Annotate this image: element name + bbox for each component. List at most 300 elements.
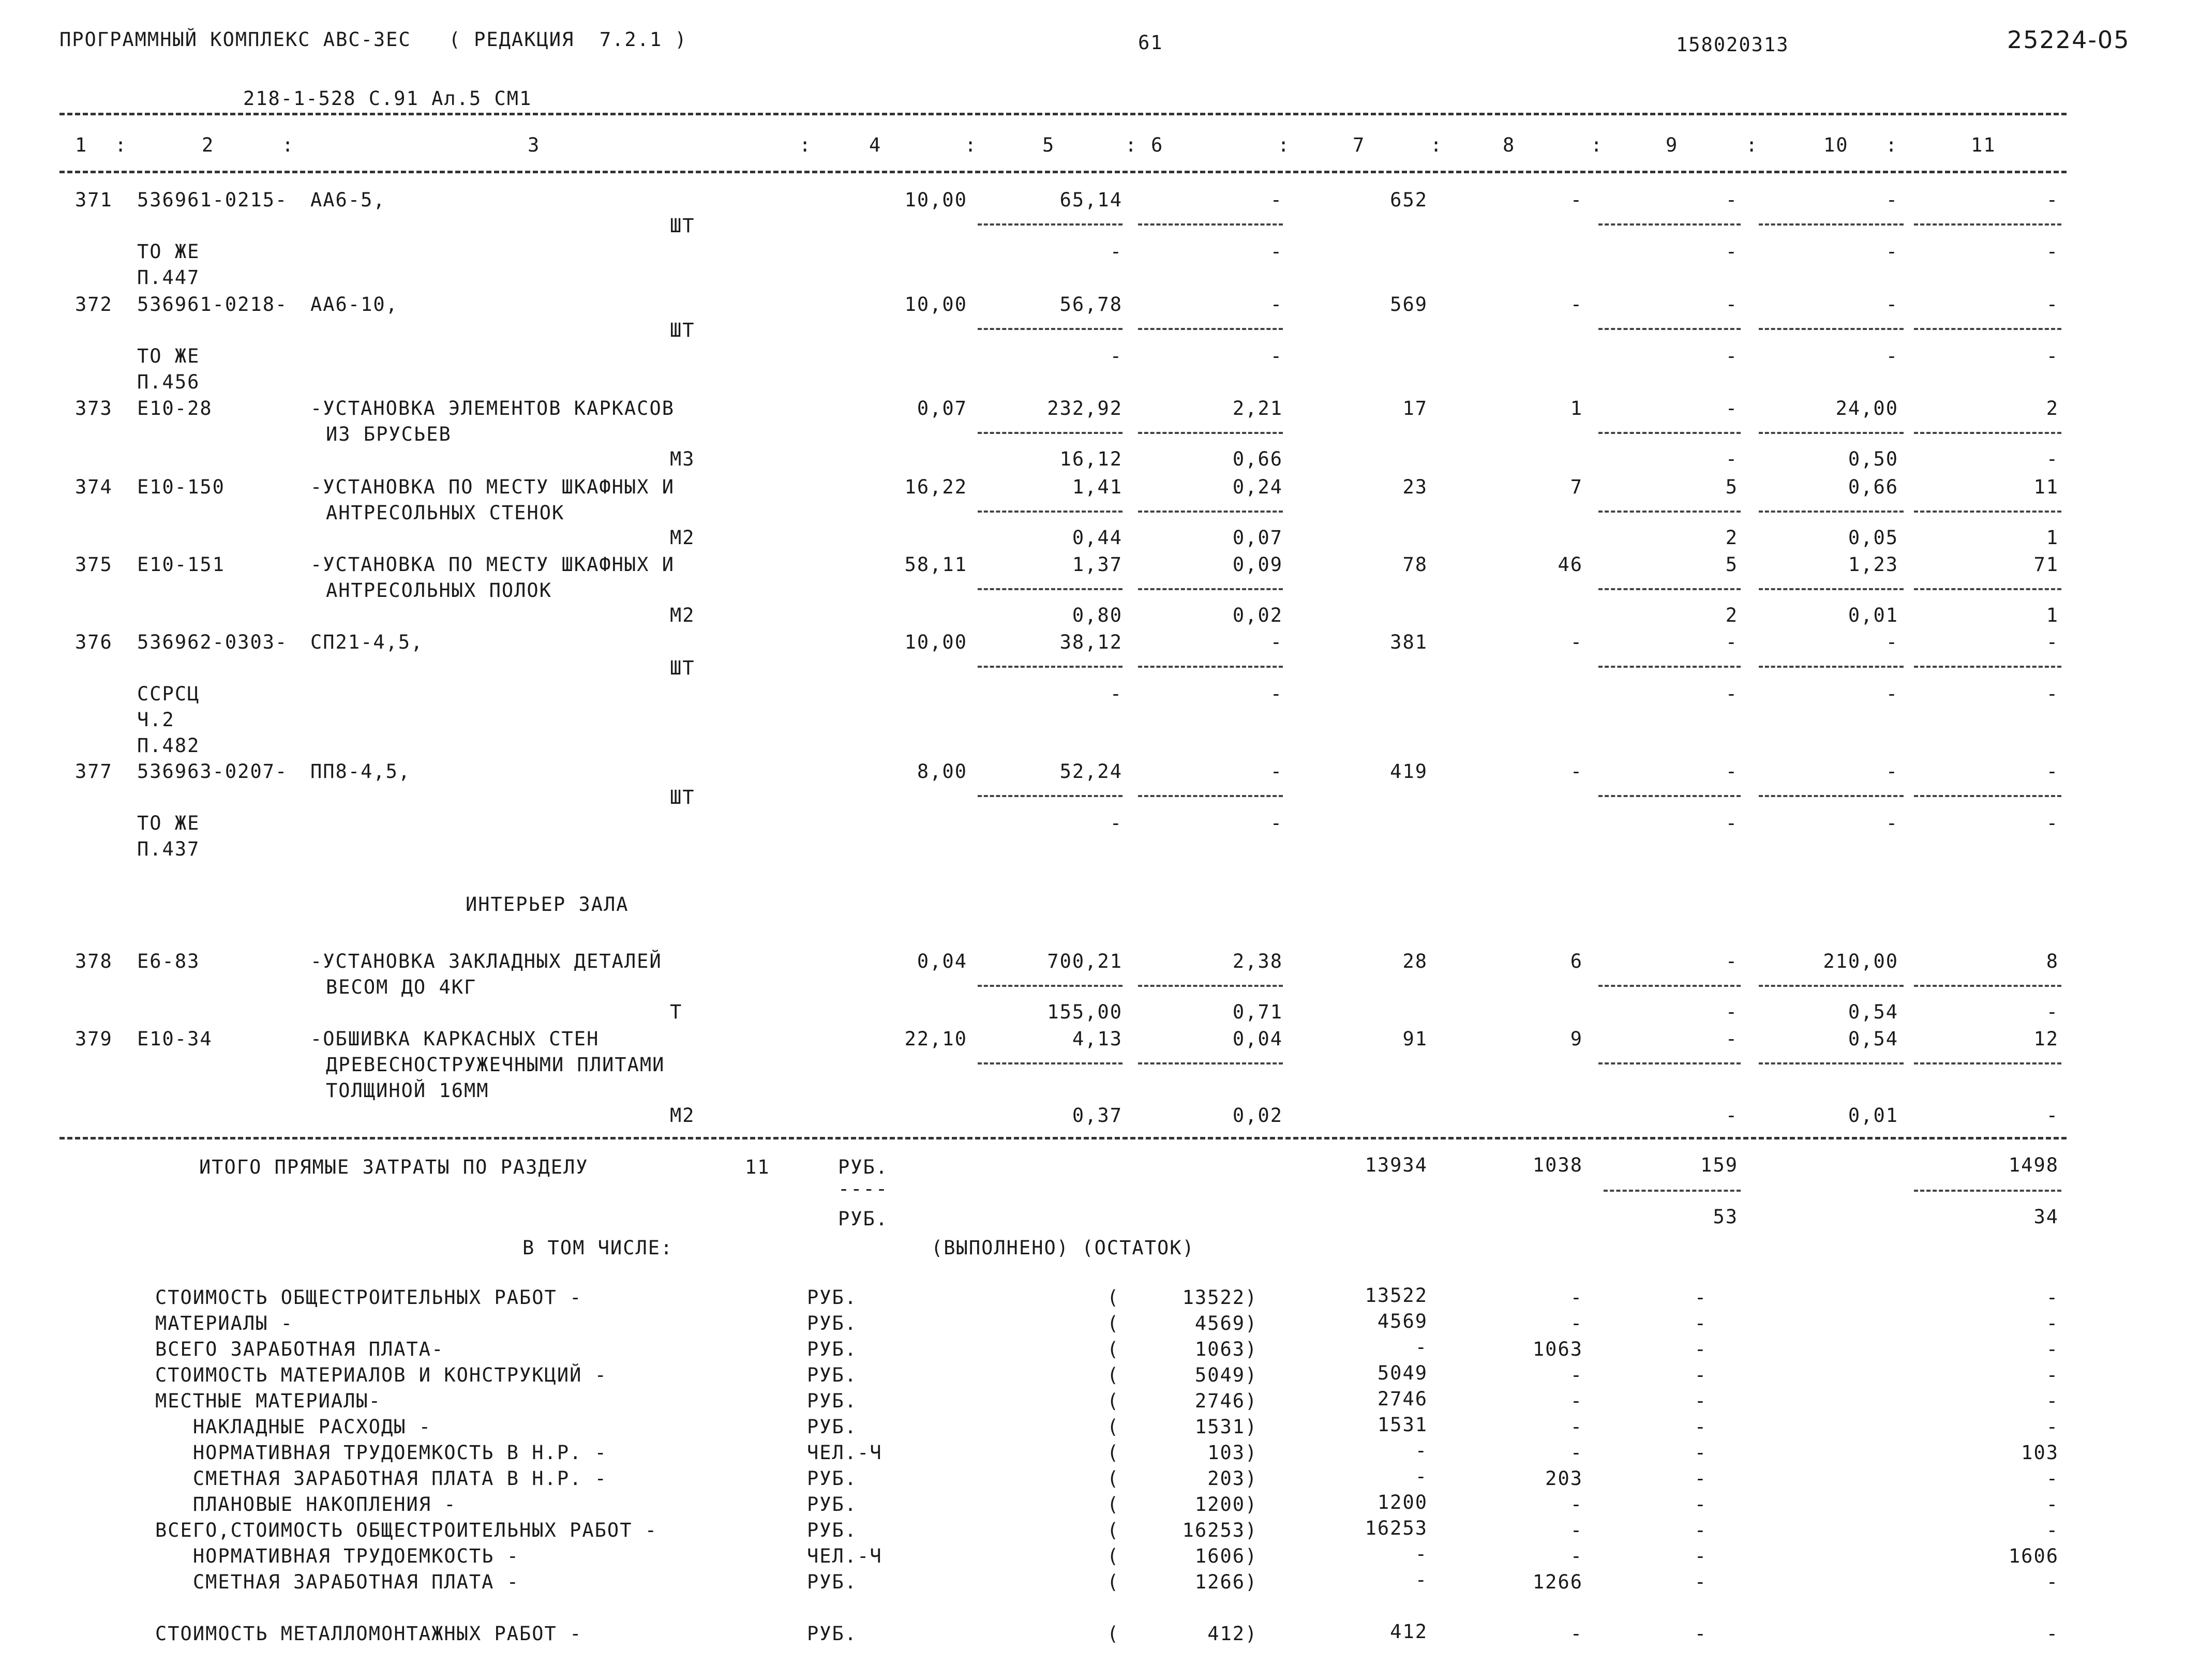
row-c5: 1,41	[1072, 476, 1123, 498]
row-c9-rule	[1598, 588, 1741, 590]
row-c6-rule	[1138, 795, 1283, 797]
totals-col11-rule	[1914, 1190, 2061, 1192]
program-title: ПРОГРАММНЫЙ КОМПЛЕКС АВС-3ЕС ( РЕДАКЦИЯ 7.2.1 )	[59, 28, 687, 51]
row-code: Е10-150	[137, 476, 225, 498]
row-c5-rule	[978, 588, 1123, 590]
row-c6-rule	[1138, 1062, 1283, 1064]
row-c10-rule	[1759, 328, 1904, 330]
column-header-15: :	[1591, 134, 1604, 156]
row-code: 536961-0218-	[137, 293, 288, 316]
row-b6: 0,66	[1232, 448, 1283, 470]
column-header-12: 7	[1353, 134, 1366, 156]
row-c6: 2,21	[1232, 397, 1283, 419]
row-c9: -	[1725, 950, 1738, 972]
summary-col7: -	[1415, 1439, 1428, 1462]
row-b9: -	[1725, 812, 1738, 834]
summary-col9: -	[1694, 1467, 1707, 1490]
row-c10-rule	[1759, 223, 1904, 226]
row-c11: -	[2046, 189, 2059, 211]
row-description: -УСТАНОВКА ПО МЕСТУ ШКАФНЫХ И	[310, 476, 675, 498]
row-b10: -	[1885, 812, 1898, 834]
row-c11: 12	[2033, 1028, 2059, 1050]
row-c8: 9	[1570, 1028, 1583, 1050]
totals-col9-rule	[1604, 1190, 1741, 1192]
including-header: (ВЫПОЛНЕНО) (ОСТАТОК)	[931, 1237, 1195, 1259]
row-c11-rule	[1914, 985, 2061, 987]
row-c6-rule	[1138, 588, 1283, 590]
totals-col9-remainder: 53	[1713, 1206, 1738, 1228]
row-c6: -	[1270, 293, 1283, 316]
summary-col9: -	[1694, 1623, 1707, 1645]
summary-label: СТОИМОСТЬ МАТЕРИАЛОВ И КОНСТРУКЦИЙ -	[155, 1364, 607, 1386]
header-rule	[59, 171, 2067, 173]
row-b5: 16,12	[1059, 448, 1123, 470]
row-c5-rule	[978, 511, 1123, 513]
row-b6: -	[1270, 683, 1283, 705]
summary-col7: -	[1415, 1465, 1428, 1488]
row-b5: 0,37	[1072, 1104, 1123, 1127]
row-c10: 0,54	[1848, 1028, 1898, 1050]
summary-label: НОРМАТИВНАЯ ТРУДОЕМКОСТЬ В Н.Р. -	[155, 1442, 607, 1464]
row-number: 379	[75, 1028, 113, 1050]
row-c11: 2	[2046, 397, 2059, 419]
row-c10-rule	[1759, 985, 1904, 987]
row-b11: 1	[2046, 604, 2059, 626]
row-c6-rule	[1138, 432, 1283, 434]
row-c11: 8	[2046, 950, 2059, 972]
row-number: 377	[75, 760, 113, 783]
row-number: 373	[75, 397, 113, 419]
row-c6: 0,24	[1232, 476, 1283, 498]
row-b5: 155,00	[1047, 1001, 1123, 1023]
row-qty: 0,04	[917, 950, 967, 972]
row-c9-rule	[1598, 432, 1741, 434]
row-description: -ОБШИВКА КАРКАСНЫХ СТЕН	[310, 1028, 600, 1050]
row-c8: 46	[1558, 553, 1583, 576]
summary-col8: -	[1570, 1493, 1583, 1516]
row-b10: -	[1885, 241, 1898, 263]
row-c8: 1	[1570, 397, 1583, 419]
top-rule	[59, 113, 2067, 115]
row-note: П.437	[137, 838, 200, 860]
summary-performed: ( 13522)	[1107, 1286, 1258, 1309]
summary-performed: ( 1531)	[1107, 1416, 1258, 1438]
row-description: ДРЕВЕСНОСТРУЖЕЧНЫМИ ПЛИТАМИ	[326, 1054, 665, 1076]
column-header-4: 3	[528, 134, 541, 156]
row-note: П.456	[137, 371, 200, 393]
summary-label: НОРМАТИВНАЯ ТРУДОЕМКОСТЬ -	[155, 1545, 520, 1567]
row-c10-rule	[1759, 511, 1904, 513]
summary-col9: -	[1694, 1390, 1707, 1412]
summary-performed: ( 1200)	[1107, 1493, 1258, 1516]
row-b10: -	[1885, 683, 1898, 705]
summary-col8: 1266	[1532, 1571, 1583, 1593]
summary-unit: РУБ.	[807, 1571, 858, 1593]
row-c8: -	[1570, 293, 1583, 316]
row-c10: -	[1885, 293, 1898, 316]
row-b9: -	[1725, 1001, 1738, 1023]
summary-unit: РУБ.	[807, 1312, 858, 1334]
row-qty: 10,00	[904, 631, 967, 653]
row-b6: 0,02	[1232, 604, 1283, 626]
row-c9-rule	[1598, 223, 1741, 226]
row-c5: 700,21	[1047, 950, 1123, 972]
column-header-5: :	[799, 134, 812, 156]
row-c11-rule	[1914, 223, 2061, 226]
summary-col8: -	[1570, 1545, 1583, 1567]
row-c7: 91	[1402, 1028, 1428, 1050]
summary-col7: 5049	[1377, 1362, 1428, 1384]
row-description: АА6-10,	[310, 293, 398, 316]
row-b5: -	[1110, 683, 1123, 705]
row-b6: -	[1270, 812, 1283, 834]
row-c5-rule	[978, 666, 1123, 668]
row-note: ТО ЖЕ	[137, 241, 200, 263]
row-b10: 0,54	[1848, 1001, 1898, 1023]
row-c5-rule	[978, 985, 1123, 987]
summary-col8: -	[1570, 1442, 1583, 1464]
column-header-9: :	[1125, 134, 1138, 156]
row-note: П.447	[137, 266, 200, 289]
row-qty: 0,07	[917, 397, 967, 419]
totals-col11: 1498	[2008, 1154, 2059, 1176]
row-c9: -	[1725, 631, 1738, 653]
summary-label: НАКЛАДНЫЕ РАСХОДЫ -	[155, 1416, 432, 1438]
row-c9-rule	[1598, 511, 1741, 513]
row-c6: -	[1270, 189, 1283, 211]
summary-label: ВСЕГО,СТОИМОСТЬ ОБЩЕСТРОИТЕЛЬНЫХ РАБОТ -	[155, 1519, 658, 1541]
row-code: Е10-151	[137, 553, 225, 576]
totals-unit-2: РУБ.	[838, 1208, 889, 1230]
row-number: 378	[75, 950, 113, 972]
row-c8: 6	[1570, 950, 1583, 972]
summary-col11: -	[2046, 1571, 2059, 1593]
including-label: В ТОМ ЧИСЛЕ:	[522, 1237, 674, 1259]
summary-col11: -	[2046, 1493, 2059, 1516]
summary-col9: -	[1694, 1312, 1707, 1334]
row-unit: ШТ	[670, 786, 695, 808]
summary-unit: РУБ.	[807, 1390, 858, 1412]
summary-col11: -	[2046, 1416, 2059, 1438]
column-header-17: :	[1746, 134, 1759, 156]
row-b5: -	[1110, 345, 1123, 367]
row-description: ПП8-4,5,	[310, 760, 411, 783]
summary-col8: -	[1570, 1286, 1583, 1309]
column-header-13: :	[1430, 134, 1443, 156]
summary-unit: РУБ.	[807, 1519, 858, 1541]
row-b11: 1	[2046, 527, 2059, 549]
row-c10-rule	[1759, 588, 1904, 590]
row-c9: 5	[1725, 553, 1738, 576]
row-c5: 65,14	[1059, 189, 1123, 211]
handwritten-number: 25224-05	[2007, 26, 2130, 54]
column-header-3: :	[282, 134, 295, 156]
summary-performed: ( 1606)	[1107, 1545, 1258, 1567]
row-code: Е10-34	[137, 1028, 213, 1050]
row-c6: 2,38	[1232, 950, 1283, 972]
row-number: 372	[75, 293, 113, 316]
row-qty: 58,11	[904, 553, 967, 576]
row-number: 374	[75, 476, 113, 498]
row-c6-rule	[1138, 328, 1283, 330]
row-c5-rule	[978, 432, 1123, 434]
row-c5-rule	[978, 1062, 1123, 1064]
row-c6-rule	[1138, 511, 1283, 513]
summary-col8: -	[1570, 1364, 1583, 1386]
summary-unit: РУБ.	[807, 1416, 858, 1438]
row-c10: -	[1885, 189, 1898, 211]
row-c11: -	[2046, 631, 2059, 653]
column-header-0: 1	[75, 134, 88, 156]
row-c8: -	[1570, 760, 1583, 783]
row-c5: 56,78	[1059, 293, 1123, 316]
row-unit: Т	[670, 1001, 683, 1023]
row-b5: -	[1110, 241, 1123, 263]
row-b9: -	[1725, 241, 1738, 263]
row-c6-rule	[1138, 985, 1283, 987]
row-note: ССРСЦ	[137, 683, 200, 705]
row-c10: -	[1885, 631, 1898, 653]
row-c10-rule	[1759, 795, 1904, 797]
column-header-20: 11	[1971, 134, 1996, 156]
section-heading: ИНТЕРЬЕР ЗАЛА	[466, 893, 629, 916]
row-c7: 78	[1402, 553, 1428, 576]
row-b10: -	[1885, 345, 1898, 367]
summary-unit: РУБ.	[807, 1623, 858, 1645]
summary-col9: -	[1694, 1442, 1707, 1464]
summary-col9: -	[1694, 1416, 1707, 1438]
row-unit: М2	[670, 604, 695, 626]
summary-col11: -	[2046, 1338, 2059, 1360]
row-b6: 0,02	[1232, 1104, 1283, 1127]
row-b6: -	[1270, 241, 1283, 263]
summary-unit: РУБ.	[807, 1338, 858, 1360]
row-b10: 0,50	[1848, 448, 1898, 470]
totals-section: 11	[745, 1156, 770, 1178]
totals-unit-rule: ----	[838, 1178, 889, 1200]
summary-col9: -	[1694, 1286, 1707, 1309]
document-reference: 218-1-528 С.91 Ал.5 СМ1	[243, 87, 532, 110]
summary-col9: -	[1694, 1571, 1707, 1593]
summary-label: СТОИМОСТЬ ОБЩЕСТРОИТЕЛЬНЫХ РАБОТ -	[155, 1286, 582, 1309]
summary-unit: РУБ.	[807, 1364, 858, 1386]
summary-col9: -	[1694, 1364, 1707, 1386]
summary-col9: -	[1694, 1338, 1707, 1360]
summary-col11: -	[2046, 1519, 2059, 1541]
row-b11: -	[2046, 1001, 2059, 1023]
summary-performed: ( 5049)	[1107, 1364, 1258, 1386]
row-b10: 0,05	[1848, 527, 1898, 549]
row-c5-rule	[978, 328, 1123, 330]
row-b11: -	[2046, 448, 2059, 470]
row-b10: 0,01	[1848, 1104, 1898, 1127]
summary-col8: -	[1570, 1519, 1583, 1541]
summary-col11: -	[2046, 1467, 2059, 1490]
row-c7: 28	[1402, 950, 1428, 972]
summary-col8: -	[1570, 1390, 1583, 1412]
column-header-8: 5	[1042, 134, 1055, 156]
row-c10: 1,23	[1848, 553, 1898, 576]
row-c11-rule	[1914, 511, 2061, 513]
row-unit: ШТ	[670, 657, 695, 679]
row-c11-rule	[1914, 432, 2061, 434]
row-c11-rule	[1914, 328, 2061, 330]
row-c11: 71	[2033, 553, 2059, 576]
row-b11: -	[2046, 241, 2059, 263]
row-b9: -	[1725, 1104, 1738, 1127]
totals-rule	[59, 1137, 2067, 1139]
row-b6: -	[1270, 345, 1283, 367]
summary-col9: -	[1694, 1519, 1707, 1541]
row-c9: -	[1725, 1028, 1738, 1050]
row-c9-rule	[1598, 328, 1741, 330]
summary-col8: -	[1570, 1623, 1583, 1645]
row-description: -УСТАНОВКА ЗАКЛАДНЫХ ДЕТАЛЕЙ	[310, 950, 662, 972]
row-c9: -	[1725, 760, 1738, 783]
summary-unit: РУБ.	[807, 1493, 858, 1516]
row-b11: -	[2046, 1104, 2059, 1127]
summary-label: МЕСТНЫЕ МАТЕРИАЛЫ-	[155, 1390, 381, 1412]
row-c11-rule	[1914, 1062, 2061, 1064]
document-code: 158020313	[1676, 34, 1789, 56]
summary-col7: -	[1415, 1543, 1428, 1565]
row-c9: -	[1725, 397, 1738, 419]
row-c11: -	[2046, 760, 2059, 783]
row-description: ТОЛЩИНОЙ 16ММ	[326, 1079, 489, 1102]
row-note: ТО ЖЕ	[137, 812, 200, 834]
row-c8: -	[1570, 631, 1583, 653]
summary-label: МАТЕРИАЛЫ -	[155, 1312, 294, 1334]
row-b9: -	[1725, 345, 1738, 367]
row-c5-rule	[978, 795, 1123, 797]
column-header-14: 8	[1503, 134, 1516, 156]
summary-col7: 13522	[1365, 1284, 1428, 1307]
summary-performed: ( 103)	[1107, 1442, 1258, 1464]
row-c11-rule	[1914, 795, 2061, 797]
row-unit: М3	[670, 448, 695, 470]
row-code: 536963-0207-	[137, 760, 288, 783]
column-header-6: 4	[869, 134, 882, 156]
row-unit: ШТ	[670, 319, 695, 341]
summary-col7: 2746	[1377, 1388, 1428, 1410]
summary-col9: -	[1694, 1493, 1707, 1516]
column-header-2: 2	[202, 134, 215, 156]
summary-col9: -	[1694, 1545, 1707, 1567]
row-qty: 8,00	[917, 760, 967, 783]
column-header-10: 6	[1151, 134, 1164, 156]
column-header-1: :	[115, 134, 128, 156]
row-unit: ШТ	[670, 215, 695, 237]
row-c7: 381	[1390, 631, 1428, 653]
summary-performed: ( 1266)	[1107, 1571, 1258, 1593]
row-note: П.482	[137, 734, 200, 757]
summary-col7: 1531	[1377, 1414, 1428, 1436]
row-c7: 652	[1390, 189, 1428, 211]
totals-col7: 13934	[1365, 1154, 1428, 1176]
summary-col7: 412	[1390, 1621, 1428, 1643]
summary-unit: ЧЕЛ.-Ч	[807, 1442, 882, 1464]
row-b11: -	[2046, 683, 2059, 705]
row-unit: М2	[670, 527, 695, 549]
row-code: Е6-83	[137, 950, 200, 972]
row-b9: 2	[1725, 527, 1738, 549]
row-b9: -	[1725, 448, 1738, 470]
row-code: 536961-0215-	[137, 189, 288, 211]
summary-unit: РУБ.	[807, 1467, 858, 1490]
row-b5: 0,80	[1072, 604, 1123, 626]
row-c10-rule	[1759, 666, 1904, 668]
summary-label: СМЕТНАЯ ЗАРАБОТНАЯ ПЛАТА В Н.Р. -	[155, 1467, 607, 1490]
row-b9: 2	[1725, 604, 1738, 626]
summary-performed: ( 1063)	[1107, 1338, 1258, 1360]
row-b11: -	[2046, 345, 2059, 367]
totals-unit: РУБ.	[838, 1156, 889, 1178]
summary-col7: 16253	[1365, 1517, 1428, 1539]
row-c10: -	[1885, 760, 1898, 783]
summary-label: ПЛАНОВЫЕ НАКОПЛЕНИЯ -	[155, 1493, 457, 1516]
row-b9: -	[1725, 683, 1738, 705]
column-header-7: :	[965, 134, 978, 156]
column-header-18: 10	[1823, 134, 1849, 156]
row-description: СП21-4,5,	[310, 631, 424, 653]
summary-performed: ( 2746)	[1107, 1390, 1258, 1412]
row-b11: -	[2046, 812, 2059, 834]
summary-col11: -	[2046, 1623, 2059, 1645]
summary-performed: ( 203)	[1107, 1467, 1258, 1490]
totals-col9: 159	[1700, 1154, 1738, 1176]
row-unit: М2	[670, 1104, 695, 1127]
column-header-19: :	[1885, 134, 1898, 156]
row-c8: 7	[1570, 476, 1583, 498]
summary-unit: ЧЕЛ.-Ч	[807, 1545, 882, 1567]
row-c9: -	[1725, 189, 1738, 211]
summary-label: СМЕТНАЯ ЗАРАБОТНАЯ ПЛАТА -	[155, 1571, 520, 1593]
row-c11-rule	[1914, 588, 2061, 590]
row-c6: 0,09	[1232, 553, 1283, 576]
column-header-16: 9	[1666, 134, 1679, 156]
row-c9: -	[1725, 293, 1738, 316]
row-description: АА6-5,	[310, 189, 386, 211]
row-c9: 5	[1725, 476, 1738, 498]
row-c7: 419	[1390, 760, 1428, 783]
row-b5: -	[1110, 812, 1123, 834]
row-b6: 0,07	[1232, 527, 1283, 549]
row-c6-rule	[1138, 223, 1283, 226]
row-c6: 0,04	[1232, 1028, 1283, 1050]
row-c5: 4,13	[1072, 1028, 1123, 1050]
row-c6: -	[1270, 760, 1283, 783]
row-b6: 0,71	[1232, 1001, 1283, 1023]
row-description: ИЗ БРУСЬЕВ	[326, 423, 452, 445]
row-b10: 0,01	[1848, 604, 1898, 626]
row-c10-rule	[1759, 432, 1904, 434]
row-c6-rule	[1138, 666, 1283, 668]
row-c11: -	[2046, 293, 2059, 316]
totals-label: ИТОГО ПРЯМЫЕ ЗАТРАТЫ ПО РАЗДЕЛУ	[199, 1156, 589, 1178]
summary-unit: РУБ.	[807, 1286, 858, 1309]
summary-performed: ( 412)	[1107, 1623, 1258, 1645]
row-c6: -	[1270, 631, 1283, 653]
row-c5-rule	[978, 223, 1123, 226]
summary-col8: 203	[1545, 1467, 1583, 1490]
row-description: АНТРЕСОЛЬНЫХ СТЕНОК	[326, 502, 565, 524]
row-number: 375	[75, 553, 113, 576]
row-note: ТО ЖЕ	[137, 345, 200, 367]
column-header-11: :	[1278, 134, 1291, 156]
totals-col11-remainder: 34	[2033, 1206, 2059, 1228]
summary-label: ВСЕГО ЗАРАБОТНАЯ ПЛАТА-	[155, 1338, 444, 1360]
summary-col11: -	[2046, 1390, 2059, 1412]
